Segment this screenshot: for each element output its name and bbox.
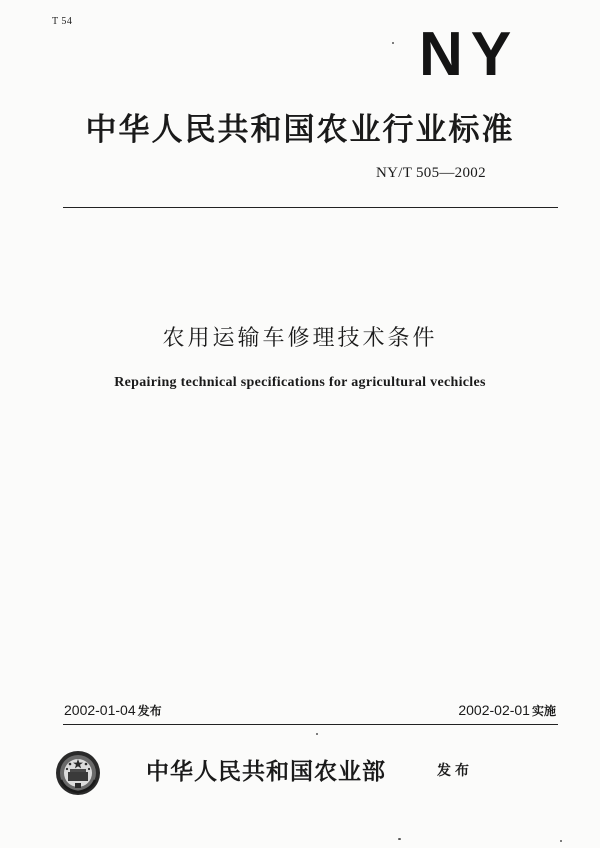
issue-date: 2002-01-04	[64, 702, 136, 718]
publish-label: 发布	[437, 763, 473, 779]
implementation-date: 2002-02-01	[458, 702, 530, 718]
document-title-english: Repairing technical specifications for agricultural vechicles	[114, 375, 486, 390]
scan-speck	[560, 840, 562, 842]
implementation-label: 实施	[531, 704, 556, 718]
ics-classification-code: T 54	[52, 16, 73, 27]
publisher-name: 中华人民共和国农业部	[146, 759, 386, 785]
scan-speck	[392, 42, 394, 44]
national-emblem-icon	[55, 750, 101, 796]
issue-date-line	[64, 702, 162, 719]
standard-number: NY/T 505—2002	[376, 165, 486, 181]
implementation-date-line	[458, 702, 556, 719]
standard-category-title: 中华人民共和国农业行业标准	[85, 112, 515, 148]
scan-speck	[316, 733, 318, 735]
document-title-chinese: 农用运输车修理技术条件	[162, 326, 438, 351]
scan-speck	[398, 838, 401, 840]
header-divider	[63, 207, 558, 208]
ny-standard-logo: NY	[419, 20, 520, 89]
footer-divider	[63, 724, 558, 725]
issue-label: 发布	[137, 704, 162, 718]
